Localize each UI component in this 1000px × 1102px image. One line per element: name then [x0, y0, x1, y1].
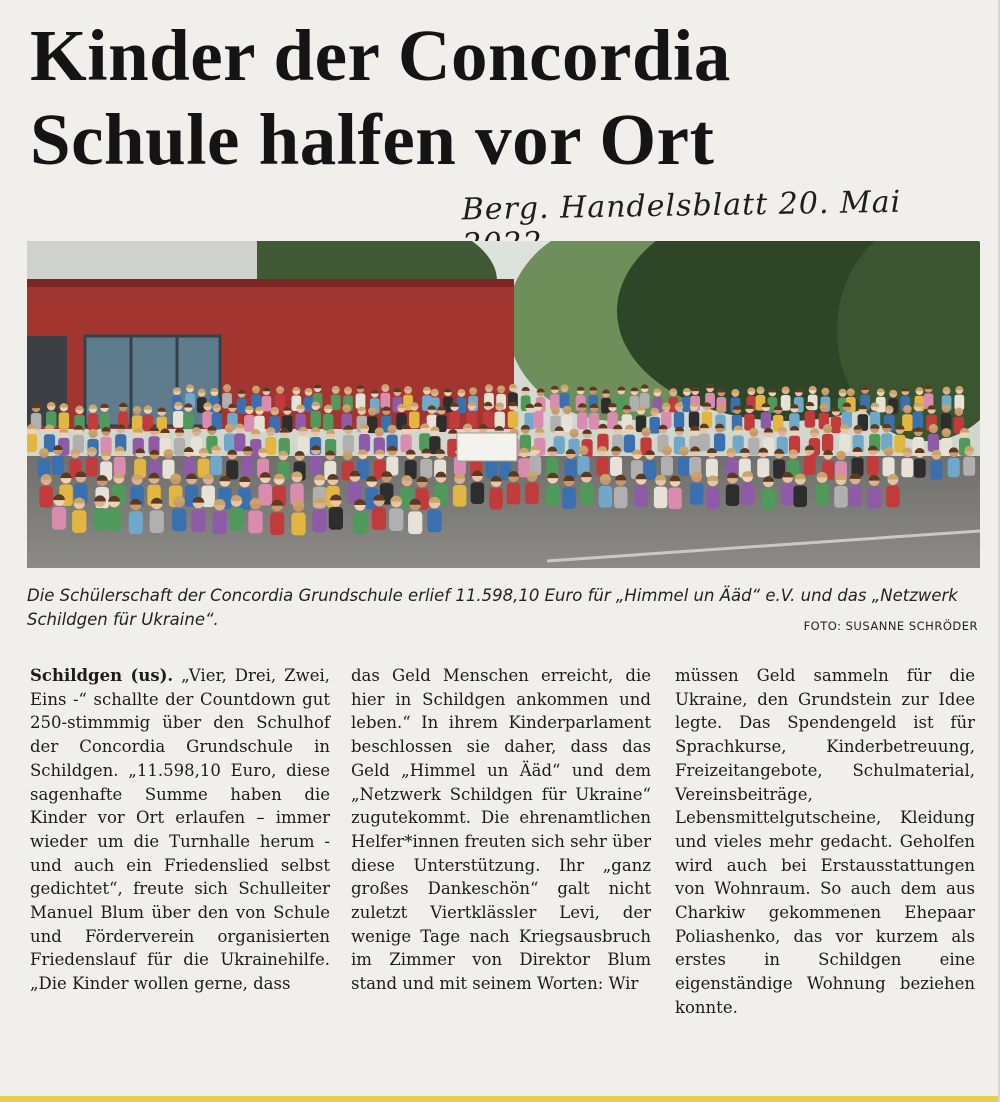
crowd-person-body [748, 438, 759, 456]
crowd-person-body [726, 484, 740, 506]
crowd-person-body [224, 433, 235, 451]
crowd-person-body [486, 459, 498, 478]
crowd-person-body [831, 416, 842, 433]
crowd-person-body [941, 413, 952, 430]
crowd-person-body [649, 417, 660, 434]
crowd-person-body [380, 393, 390, 409]
crowd-person-body [668, 488, 682, 510]
bottom-rule [0, 1096, 1000, 1102]
crowd-person-body [661, 456, 673, 475]
crowd-person-body [525, 483, 539, 505]
crowd-person-body [963, 457, 975, 476]
crowd-person-body [471, 482, 485, 504]
crowd-person-body [244, 415, 255, 432]
crowd-person-body [699, 433, 710, 451]
crowd-person-body [52, 507, 66, 530]
crowd-person-body [310, 411, 321, 428]
crowd-person-body [343, 435, 354, 453]
crowd-person-body [409, 411, 420, 428]
crowd-person-body [99, 413, 110, 430]
crowd-person-body [310, 456, 322, 475]
crowd-person-body [202, 411, 213, 428]
handwritten-source-note: Berg. Handelsblatt 20. Mai [461, 184, 902, 228]
crowd-person-body [804, 456, 816, 475]
headline [30, 14, 930, 182]
crowd-person-body [781, 395, 791, 411]
crowd-person-body [419, 433, 430, 451]
crowd-person-body [839, 434, 850, 452]
crowd-person-body [674, 412, 685, 429]
article-column-3-text: müssen Geld sammeln für die Ukraine, den Grundstein zur Idee legte. Das Spendengeld ist für Sprachkurse, Kinderbetreuung, Freizeitangebote, Schulmaterial, Vereinsbeiträge, Lebensmittelgutscheine, Kleidung und vieles mehr gedacht. Geholfen wird auch bei Erstausstattungen von Wohnraum. So auch dem aus Charkiw gekommenen Ehepaar Poliashenko, das vor kurzem als erstes in Schildgen eine eigenständige Wohnung beziehen konnte. [675, 666, 975, 1017]
crowd-person-body [86, 457, 98, 476]
crowd-person-body [706, 459, 718, 478]
crowd-person-body [654, 487, 668, 509]
crowd-person-body [107, 508, 121, 531]
crowd-person-body [714, 433, 725, 451]
crowd-person-body [210, 456, 222, 475]
crowd-person-body [270, 512, 284, 535]
article-column-2-text: das Geld Menschen erreicht, die hier in Schildgen ankommen und leben.“ In ihrem Kinderparlament beschlossen sie daher, dass das Geld „Himmel un Ääd“ und dem „Netzwerk Schildgen für Ukraine“ zugutekommt. Die ehrenamtlichen Helfer*innen freuten sich sehr über diese Unterstützung. Ihr „ganz großes Dankeschön“ galt nicht zuletzt Viertklässler Levi, der wenige Tage nach Kriegsausbruch im Zimmer von Direktor Blum stand und mit seinem Worten: Wir [351, 666, 651, 994]
crowd-person-body [507, 483, 521, 505]
crowd-person-body [226, 460, 238, 479]
crowd-person-body [546, 484, 560, 506]
crowd-person-body [690, 483, 704, 505]
crowd-person-body [27, 434, 37, 452]
headline-line-1: Kinder der Concordia [30, 15, 731, 96]
crowd-person-body [372, 507, 386, 530]
crowd-person-body [427, 509, 441, 532]
crowd-person-body [614, 487, 628, 509]
crowd-person-body [183, 412, 194, 429]
crowd-person-body [762, 488, 776, 510]
crowd-person-body [248, 511, 262, 534]
crowd-person-body [172, 508, 186, 531]
crowd-person-body [610, 457, 622, 476]
crowd-person-body [408, 511, 422, 534]
crowd-person-body [805, 411, 816, 428]
crowd-person-body [291, 513, 305, 536]
crowd-person-body [589, 413, 600, 430]
crowd-person-body [599, 486, 613, 508]
crowd-person-body [930, 460, 942, 479]
crowd-person-body [883, 457, 895, 476]
crowd-person-body [793, 486, 807, 508]
crowd-person-body [356, 393, 366, 409]
article-column-3 [675, 664, 975, 1020]
crowd-person-body [72, 510, 86, 533]
crowd-person-body [229, 508, 243, 531]
crowd-person-body [453, 485, 467, 507]
crowd-person-body [353, 512, 367, 535]
crowd-person-body [174, 438, 185, 456]
crowd-person-body [329, 507, 343, 530]
group-photo-illustration [27, 241, 980, 568]
article-dateline: Schildgen (us). [30, 666, 174, 685]
crowd-person-body [173, 411, 184, 428]
crowd-person-body [913, 412, 924, 429]
crowd-person-body [389, 508, 403, 531]
crowd-person-body [129, 511, 143, 534]
article-column-2 [351, 664, 651, 996]
article-column-1-text: „Vier, Drei, Zwei, Eins -“ schallte der Countdown gut 250-stimmmig über den Schulhof der Concordia Grundschule in Schildgen. „11.598,10 Euro, diese sagenhafte Summe haben die Kinder vor Ort erlaufen – immer wieder um die Turnhalle herum - und auch ein Friedenslied selbst gedichtet“, freute sich Schulleiter Manuel Blum über den von Schule und Förderverein organisierten Friedenslauf für die Ukrainehilfe. „Die Kinder wollen gerne, dass [30, 666, 331, 994]
crowd-person-body [886, 486, 900, 508]
photo-credit: FOTO: SUSANNE SCHRÖDER [803, 619, 978, 633]
crowd-person-body [757, 458, 769, 477]
photo-caption: Die Schülerschaft der Concordia Grundschule erlief 11.598,10 Euro für „Himmel un Ääd“ e.V. und das „Netzwerk Schildgen für Ukraine“. [27, 586, 958, 629]
crowd-person-body [494, 412, 505, 429]
crowd-person-body [848, 485, 862, 507]
article-column-1 [30, 664, 330, 996]
crowd-person-body [562, 487, 576, 509]
crowd-person-body [59, 412, 70, 429]
crowd-person-body [634, 485, 648, 507]
crowd-person-body [508, 411, 519, 428]
crowd-person-body [706, 487, 720, 509]
crowd-person-body [914, 459, 926, 478]
crowd-person-body [39, 486, 53, 508]
crowd-person-body [815, 484, 829, 506]
crowd-person-body [624, 435, 635, 453]
crowd-person-body [901, 458, 913, 477]
crowd-person-body [596, 457, 608, 476]
crowd-person-body [867, 456, 879, 475]
crowd-person-body [533, 412, 544, 429]
crowd-person-body [449, 412, 460, 429]
crowd-person-body [761, 412, 772, 429]
crowd-person-body [359, 434, 370, 452]
crowd-person-body [52, 456, 64, 475]
crowd-person-body [834, 486, 848, 508]
crowd-person-body [741, 483, 755, 505]
crowd-person-body [489, 488, 503, 510]
crowd-person-body [928, 434, 939, 452]
crowd-person-body [781, 484, 795, 506]
crowd-person-body [312, 510, 326, 533]
crowd-person-body [323, 414, 334, 431]
group-photo [27, 241, 980, 568]
headline-line-2: Schule halfen vor Ort [30, 99, 715, 180]
crowd-person-body [88, 414, 99, 431]
crowd-person-body [242, 457, 254, 476]
crowd-person-body [420, 459, 432, 478]
crowd-person-body [150, 510, 164, 533]
crowd-person-body [93, 508, 107, 531]
crowd-person-body [580, 483, 594, 505]
crowd-person-body [577, 412, 588, 429]
crowd-person-body [237, 398, 247, 414]
crowd-person-body [822, 434, 833, 452]
crowd-person-body [678, 457, 690, 476]
crowd-person-body [867, 487, 881, 509]
crowd-person-body [213, 512, 227, 535]
crowd-person-body [948, 458, 960, 477]
crowd-person-body [689, 412, 700, 429]
crowd-person-body [191, 509, 205, 532]
